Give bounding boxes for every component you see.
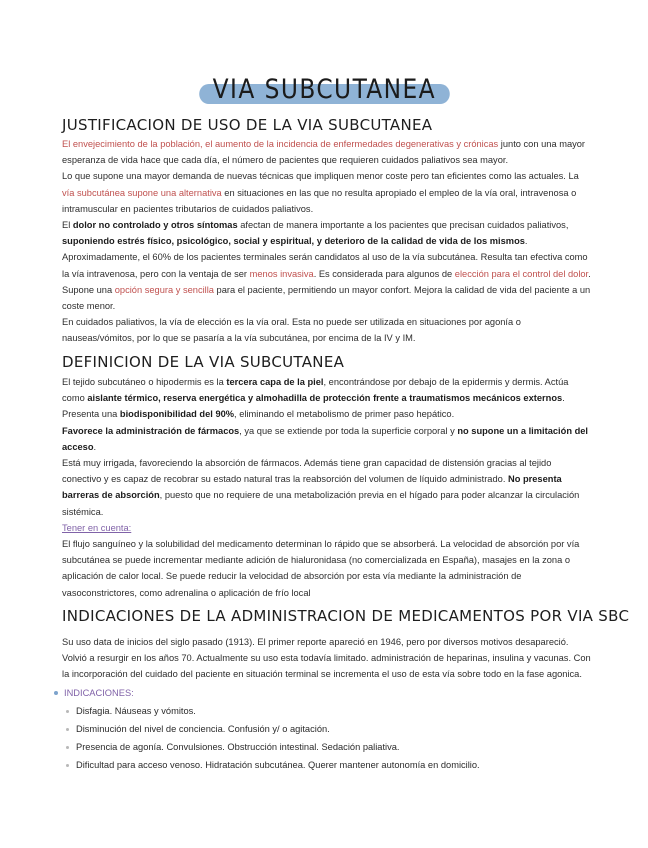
section-body-definicion <box>62 374 592 601</box>
paragraph <box>62 374 592 406</box>
section-heading-justificacion <box>62 115 432 135</box>
highlight-text: menos invasiva <box>249 268 314 279</box>
paragraph <box>62 423 592 455</box>
paragraph <box>62 455 592 520</box>
paragraph: En cuidados paliativos, la vía de elección es la vía oral. Esta no puede ser utilizada en situaciones por agonía o nauseas/vómitos, por lo que se pasaría a la vía subcutánea, por encima de la IV y IM. <box>62 317 521 344</box>
section-heading-indicaciones <box>62 606 629 626</box>
text: para el paciente, permitiendo un mayor confort. Mejora la calidad de vida del paciente a un coste menor. <box>62 284 591 312</box>
list-item: Presencia de agonía. Convulsiones. Obstrucción intestinal. Sedación paliativa. <box>64 738 592 756</box>
heading-text: DEFINICION DE LA VIA SUBCUTANEA <box>62 353 345 371</box>
indications-items <box>64 702 592 774</box>
bold-text: no supone un a limitación del acceso <box>62 425 589 452</box>
list-title <box>52 684 592 702</box>
bold-text: Favorece la administración de fármacos <box>62 425 240 436</box>
text: El <box>62 220 73 231</box>
section-body-justificacion <box>62 136 592 347</box>
highlight-text: opción segura y sencilla <box>114 284 214 295</box>
highlight-text: vía subcutánea supone una alternativa <box>62 187 222 198</box>
paragraph <box>62 168 592 217</box>
text: . Es considerada para algunos de <box>313 268 455 279</box>
bold-text: suponiendo estrés físico, psicológico, social y espiritual, y deterioro de la calidad de vida de los mismos <box>62 236 525 247</box>
indications-list <box>52 684 592 774</box>
paragraph <box>62 249 592 314</box>
text: , puesto que no requiere de una metabolización previa en el hígado para poder alcanzar la circulación sistémica. <box>62 490 580 517</box>
highlight-text: El envejecimiento de la población, el aumento de la incidencia de enfermedades degenerativas y crónicas <box>62 139 499 149</box>
text: junto con una mayor esperanza de vida hace que cada día, el número de pacientes que requieren cuidados paliativos sea mayor. <box>62 139 586 166</box>
highlight-text: elección para el control del dolor <box>454 268 589 279</box>
list-item: Dificultad para acceso venoso. Hidratación subcutánea. Querer mantener autonomía en domicilio. <box>64 756 592 774</box>
bold-text: dolor no controlado y otros síntomas <box>72 220 238 231</box>
heading-text: JUSTIFICACION DE USO DE LA VIA SUBCUTANEA <box>62 116 433 134</box>
section-heading-definicion <box>62 352 344 372</box>
paragraph: Su uso data de inicios del siglo pasado (1913). El primer reporte apareció en 1946, pero por diversos motivos desapareció. Volvió a resurgir en los años 70. Actualmente su uso esta todavía limitado. administración de heparinas, insulina y vacunas. Con la incorporación del cuidado del paciente en situación terminal se incrementa el uso de esta vía sobre todo en la fase agonica. <box>62 637 591 680</box>
text: . <box>93 441 97 452</box>
paragraph <box>62 406 592 422</box>
text: . <box>562 393 565 404</box>
paragraph <box>62 520 592 536</box>
text: Está muy irrigada, favoreciendo la absorción de fármacos. Además tiene gran capacidad de distensión gracias al tejido conectivo y es capaz de recobrar su estado natural tras la reabsorción del volumen de líquido administrado. <box>62 458 552 485</box>
text: . Supone una <box>62 268 591 295</box>
list-item: Disminución del nivel de conciencia. Confusión y/ o agitación. <box>64 720 592 738</box>
bold-text: biodisponibilidad del 90% <box>119 409 235 420</box>
text: Aproximadamente, el 60% de los pacientes terminales serán candidatos al uso de la vía subcutánea. Resulta tan efectiva como la vía intravenosa, pero con la ventaja de ser <box>62 252 588 279</box>
list-title-text: INDICACIONES: <box>64 688 134 698</box>
bold-text: tercera capa de la piel <box>226 377 324 387</box>
paragraph <box>62 217 592 249</box>
text: , encontrándose por debajo de la epidermis y dermis. Actúa como <box>62 377 569 404</box>
paragraph: El flujo sanguíneo y la solubilidad del medicamento determinan lo rápido que se absorberá. La velocidad de absorción por vía subcutánea se puede incrementar mediante adición de hialuronidasa (no comercializada en España), masajes en la zona o aplicación de calor local. Se puede reducir la velocidad de absorción por esta vía mediante la administración de vasoconstrictores, como adrenalina o aplicación de frío local <box>62 539 580 598</box>
note-label: Tener en cuenta: <box>62 522 132 533</box>
paragraph <box>62 136 592 168</box>
bold-text: No presenta barreras de absorción <box>62 474 562 501</box>
heading-text: INDICACIONES DE LA ADMINISTRACION DE MEDICAMENTOS POR VIA SBC <box>62 607 630 625</box>
text: Presenta una <box>62 409 120 420</box>
text: . <box>524 236 528 247</box>
text: , ya que se extiende por toda la superficie corporal y <box>239 425 458 436</box>
bold-text: aislante térmico, reserva energética y almohadilla de protección frente a traumatismos mecánicos externos <box>87 393 563 404</box>
text: El tejido subcutáneo o hipodermis es la <box>62 377 227 387</box>
title-wrap <box>0 70 648 110</box>
section-body-indicaciones <box>62 634 592 683</box>
text: , eliminando el metabolismo de primer paso hepático. <box>234 409 455 420</box>
text: en situaciones en las que no resulta apropiado el empleo de la vía oral, intravenosa o intramuscular en pacientes tributarios de cuidados paliativos. <box>62 187 577 214</box>
list-item: Disfagia. Náuseas y vómitos. <box>64 702 592 720</box>
text: Lo que supone una mayor demanda de nuevas técnicas que impliquen menor coste pero tan eficientes como las actuales. La <box>62 171 579 182</box>
page-title: VIA SUBCUTANEA <box>207 70 442 110</box>
text: afectan de manera importante a los pacientes que precisan cuidados paliativos, <box>237 220 569 231</box>
